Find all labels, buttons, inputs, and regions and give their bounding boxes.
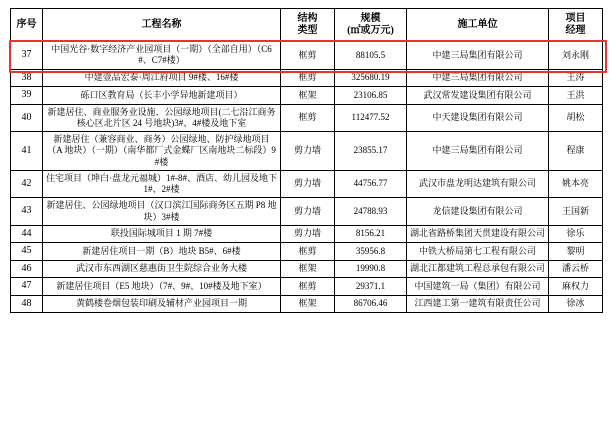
table-row — [11, 278, 603, 296]
cell-seq: 47 — [11, 278, 43, 296]
cell-structure-type: 框剪 — [281, 104, 335, 132]
cell-project-name: 中建壹品宏泰·周江府项目 9#楼、16#楼 — [43, 69, 281, 87]
table-row — [11, 104, 603, 132]
cell-project-manager: 麻权力 — [549, 278, 603, 296]
cell-project-manager: 胡松 — [549, 104, 603, 132]
column-header-seq: 序号 — [11, 9, 43, 42]
cell-project-name: 黄鹤楼卷烟包装印刷及辅材产业园项目一期 — [43, 295, 281, 313]
cell-project-manager: 王国新 — [549, 198, 603, 226]
cell-seq: 42 — [11, 170, 43, 198]
column-header-structure-line2: 类型 — [297, 25, 318, 36]
cell-project-name: 新建居住项目一期（B）地块 B5#、6#楼 — [43, 243, 281, 261]
cell-structure-type: 框剪 — [281, 69, 335, 87]
cell-scale: 23855.17 — [335, 132, 407, 171]
column-header-name: 工程名称 — [43, 9, 281, 42]
cell-scale: 44756.77 — [335, 170, 407, 198]
cell-scale: 8156.21 — [335, 225, 407, 243]
cell-construction-unit: 中铁大桥局第七工程有限公司 — [407, 243, 549, 261]
table-header — [11, 9, 603, 42]
cell-construction-unit: 湖北江都建筑工程总承包有限公司 — [407, 260, 549, 278]
cell-structure-type: 框架 — [281, 260, 335, 278]
cell-project-name: 新建居住、商业服务业设施、公园绿地项目(二七沿江商务核心区北片区 24 号地块)3#、4#楼及地下室 — [43, 104, 281, 132]
cell-scale: 86706.46 — [335, 295, 407, 313]
column-header-structure — [281, 9, 335, 42]
cell-structure-type: 框架 — [281, 295, 335, 313]
column-header-scale-line1: 规模 — [360, 13, 381, 24]
cell-scale: 19990.8 — [335, 260, 407, 278]
project-table — [10, 8, 603, 313]
cell-structure-type: 框剪 — [281, 42, 335, 70]
table-row — [11, 132, 603, 171]
cell-structure-type: 框剪 — [281, 278, 335, 296]
cell-seq: 44 — [11, 225, 43, 243]
cell-seq: 46 — [11, 260, 43, 278]
cell-seq: 43 — [11, 198, 43, 226]
table-row — [11, 225, 603, 243]
table-row — [11, 42, 603, 70]
cell-seq: 40 — [11, 104, 43, 132]
cell-construction-unit: 中建三局集团有限公司 — [407, 42, 549, 70]
cell-structure-type: 框剪 — [281, 243, 335, 261]
cell-project-manager: 徐乐 — [549, 225, 603, 243]
cell-project-name: 联投国际城项目 1 期 7#楼 — [43, 225, 281, 243]
cell-construction-unit: 龙信建设集团有限公司 — [407, 198, 549, 226]
cell-project-manager: 姚本亮 — [549, 170, 603, 198]
cell-scale: 24788.93 — [335, 198, 407, 226]
cell-project-name: 中国光谷·数字经济产业园项目（一期）（全部自用）（C6#、C7#楼） — [43, 42, 281, 70]
cell-structure-type: 剪力墙 — [281, 198, 335, 226]
cell-seq: 38 — [11, 69, 43, 87]
cell-project-manager: 徐冰 — [549, 295, 603, 313]
cell-project-name: 新建居住（兼容商业、商务）公园绿地、防护绿地项目（A 地块）（一期）（南华都厂式金蝶厂区南地块二标段）9#楼 — [43, 132, 281, 171]
cell-project-name: 新建居住、公园绿地项目（汉口滨江国际商务区五期 P8 地块）3#楼 — [43, 198, 281, 226]
cell-construction-unit: 武汉市盘龙明达建筑有限公司 — [407, 170, 549, 198]
table-row — [11, 198, 603, 226]
column-header-structure-line1: 结构 — [297, 13, 318, 24]
cell-project-manager: 王涛 — [549, 69, 603, 87]
cell-scale: 112477.52 — [335, 104, 407, 132]
cell-scale: 35956.8 — [335, 243, 407, 261]
cell-structure-type: 剪力墙 — [281, 225, 335, 243]
cell-construction-unit: 中建三局集团有限公司 — [407, 132, 549, 171]
cell-project-manager: 王洪 — [549, 87, 603, 105]
column-header-scale-line2: (㎡或万元) — [347, 25, 394, 36]
cell-project-name: 武汉市东西湖区慈惠街卫生院综合业务大楼 — [43, 260, 281, 278]
cell-scale: 325680.19 — [335, 69, 407, 87]
cell-project-name: 住宅项目（坤白·盘龙元福城）1#-8#、酒店、幼儿园及地下 1#、2#楼 — [43, 170, 281, 198]
cell-project-manager: 刘永刚 — [549, 42, 603, 70]
cell-structure-type: 剪力墙 — [281, 132, 335, 171]
cell-project-manager: 潘云桥 — [549, 260, 603, 278]
cell-seq: 37 — [11, 42, 43, 70]
cell-seq: 39 — [11, 87, 43, 105]
cell-structure-type: 框架 — [281, 87, 335, 105]
cell-project-name: 新建居住项目（E5 地块）（7#、9#、10#楼及地下室） — [43, 278, 281, 296]
cell-project-manager: 程康 — [549, 132, 603, 171]
cell-structure-type: 剪力墙 — [281, 170, 335, 198]
table-row — [11, 243, 603, 261]
cell-construction-unit: 湖北省路桥集团天贯建设有限公司 — [407, 225, 549, 243]
cell-scale: 23106.85 — [335, 87, 407, 105]
column-header-manager-line2: 经理 — [565, 25, 586, 36]
cell-project-manager: 黎明 — [549, 243, 603, 261]
cell-construction-unit: 武汉常发建设集团有限公司 — [407, 87, 549, 105]
cell-seq: 45 — [11, 243, 43, 261]
cell-scale: 29371.1 — [335, 278, 407, 296]
column-header-manager-line1: 项目 — [565, 13, 586, 24]
cell-construction-unit: 江西建工第一建筑有限责任公司 — [407, 295, 549, 313]
cell-construction-unit: 中建三局集团有限公司 — [407, 69, 549, 87]
cell-seq: 41 — [11, 132, 43, 171]
cell-construction-unit: 中天建设集团有限公司 — [407, 104, 549, 132]
table-row — [11, 87, 603, 105]
cell-seq: 48 — [11, 295, 43, 313]
column-header-unit: 施工单位 — [407, 9, 549, 42]
column-header-manager — [549, 9, 603, 42]
table-row — [11, 260, 603, 278]
table-body — [11, 42, 603, 313]
table-row — [11, 295, 603, 313]
table-row — [11, 170, 603, 198]
column-header-scale — [335, 9, 407, 42]
table-row — [11, 69, 603, 87]
cell-project-name: 砾口区教育局（长丰小学异地新建项目） — [43, 87, 281, 105]
header-row — [11, 9, 603, 42]
cell-scale: 88105.5 — [335, 42, 407, 70]
cell-construction-unit: 中国建筑一局（集团）有限公司 — [407, 278, 549, 296]
